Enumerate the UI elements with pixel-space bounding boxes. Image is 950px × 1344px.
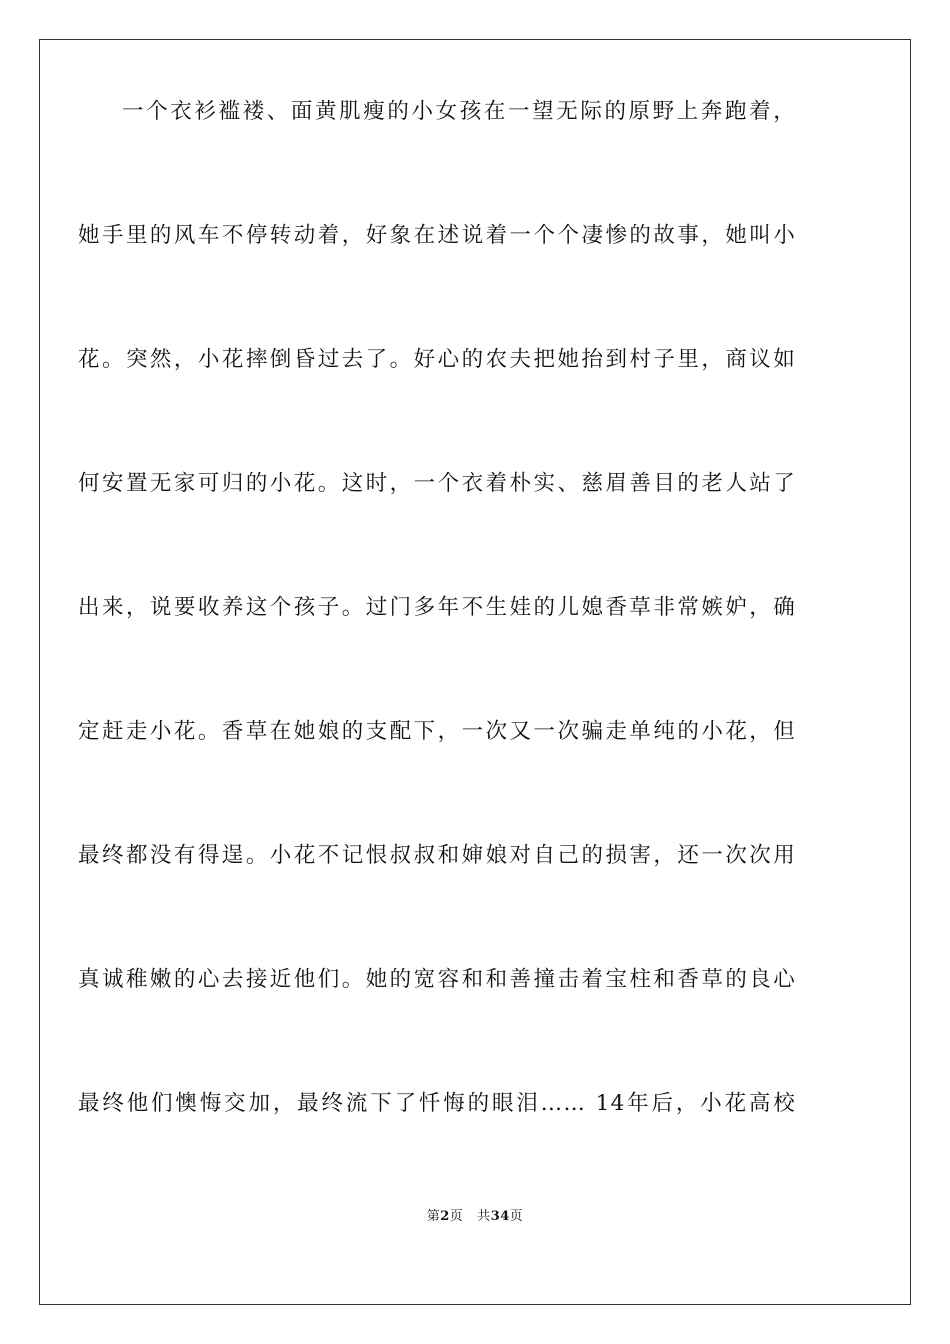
total-pages: 34 <box>490 1209 510 1224</box>
total-prefix: 共 <box>477 1209 491 1224</box>
text-line: 定赶走小花。香草在她娘的支配下，一次又一次骗走单纯的小花，但 <box>78 719 796 744</box>
body-text <box>78 96 796 1212</box>
page-footer <box>0 1205 950 1224</box>
text-line: 最终都没有得逞。小花不记恨叔叔和婶娘对自己的损害，还一次次用 <box>78 843 796 868</box>
text-line: 花。突然，小花摔倒昏过去了。好心的农夫把她抬到村子里，商议如 <box>78 347 796 372</box>
text-line: 她手里的风车不停转动着，好象在述说着一个个凄惨的故事，她叫小 <box>78 223 796 248</box>
page-number: 2 <box>440 1209 450 1224</box>
page-suffix: 页 <box>449 1209 464 1224</box>
text-line: 真诚稚嫩的心去接近他们。她的宽容和和善撞击着宝柱和香草的良心 <box>78 967 796 992</box>
total-suffix: 页 <box>509 1209 524 1224</box>
text-line: 何安置无家可归的小花。这时，一个衣着朴实、慈眉善目的老人站了 <box>78 471 796 496</box>
text-line: 出来，说要收养这个孩子。过门多年不生娃的儿媳香草非常嫉妒，确 <box>78 595 796 620</box>
page-prefix: 第 <box>426 1209 441 1224</box>
text-line: 一个衣衫褴褛、面黄肌瘦的小女孩在一望无际的原野上奔跑着， <box>122 99 796 124</box>
text-line: 最终他们懊悔交加，最终流下了忏悔的眼泪…… 14年后，小花高校 <box>78 1091 796 1116</box>
